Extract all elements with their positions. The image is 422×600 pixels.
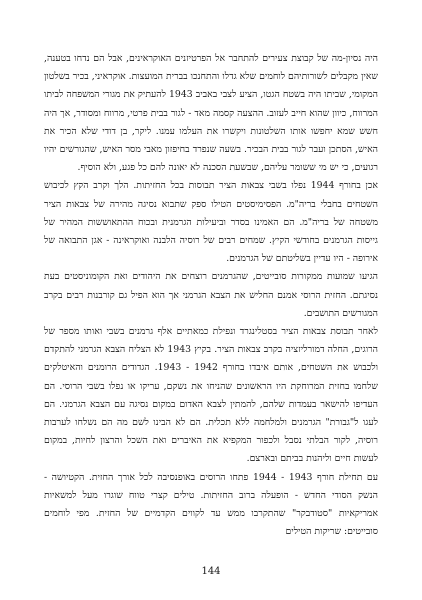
body-text xyxy=(44,50,378,541)
paragraph-1: היה נסיון-מה של קבוצת צעירים להתחבר אל הפרטיזנים האוקראינים, אבל הם נדחו בטענה, שאין מקבלים לשורותיהם לוחמים שלא גדלו והתחנכו בברית המועצות. אוקראיני, בכיר בשלטון המקומי, שביתו היה בשטח הגטו, הציע לצבי באביב 1943 להעתיק את מגורי המשפחה לביתו המרווח, כיוון שהוא חייב לעזוב. ההצעה קסמה מאד - לגור בבית פרטי, מרווח ומסודר, אך היה חשש שמא יחפשו אותו השלטונות ויקשרו את העלמו עמנו. ליקר, בן דודי שלא הכיר את האיש, הסתכן ועבר לגור בבית הבכיר. בשעה שנפרד בחיפזון מאבי מסר האיש, שהגורשים יהיו רגועים, כי יש מי ששומר עליהם, שבשעת הסכנה לא יאונה להם כל פגע, ולא הוסיף. xyxy=(44,53,378,174)
paragraph-4: לאחר תבוסת צבאות הציר בסטלינגרד ונפילת כמאתיים אלף גרמנים בשבי ואותו מספר של הרוגים, החלה דמורליזציה בקרב צבאות הציר. בקיץ 1943 לא הצליח הצבא הגרמני להתקדם ולכבוש את השטחים, אותם איבדו בחורף 1942 - 1943. הגדודים הרומנים והאיטלקים שלחמו בחזית המרוחקת היו הראשונים שהניחו את נשקם, עריקו או נפלו בשבי הרוסי. הם העדיפו להישאר בעמדות שלהם, להמתין לצבא האדום במקום נסיגה עם הצבא הגרמני. הם לעגו ל"גבורת" הגרמנים ולמלחמה ללא תכלית. הם לא הבינו לשם מה הם נשלחו לערבות רוסיה, לקור הבלתי נסבל ולכפור המקפיא את האיברים ואת השכל והרצון לחיות, במקום לעשות חיים וליהנות בביתם ובארצם. xyxy=(44,326,378,465)
paragraph-3: הגיעו שמועות ממקורות סובייטים, שהגרמנים רוצחים את היהודים ואת הקומוניסטים בעת נסיגתם. החזית הרוסי אמנם החליש את הצבא הגרמני אך הוא הפיל גם קורבנות רבים בקרב המגורשים התושבים. xyxy=(44,271,378,319)
page-number: 144 xyxy=(201,566,221,577)
paragraph-5: עם תחילת חורף 1943 - 1944 פתחו הרוסים באופנסיבה לכל אורך החזית. הקטיושה - הנשק הסודי החדש - הופעלה ברוב החזיתות. טילים קצרי טווח שוגרו מעל למשאיות אמריקאיות "סטודבקר" שהתקרבו ממש עד לקווים הקדמיים של החזית. מפי לוחמים סובייטים: שריקות הטילים xyxy=(44,471,378,538)
paragraph-2: אכן בחורף 1944 נפלו בשבי צבאות הציר תבוסות בכל החזיתות. הלך וקרב הקץ לכיבוש השטחים בחבלי בריה"מ. הפסימיסטים הטילו ספק שתבוא נסיגה מהירה של צבאות הציר משטחה של בריה"מ. הם האמינו בסדר וביעילות הגרמנית ובכוח ההתאוששות המהיר של גייסות הגרמנים בחודשי הקיץ. שמחים רבים של רוסיה הלבנה ואוקראינה - אגן התבואה של אירופה - היו עדיין בשליטתם של הגרמנים. xyxy=(44,180,378,265)
